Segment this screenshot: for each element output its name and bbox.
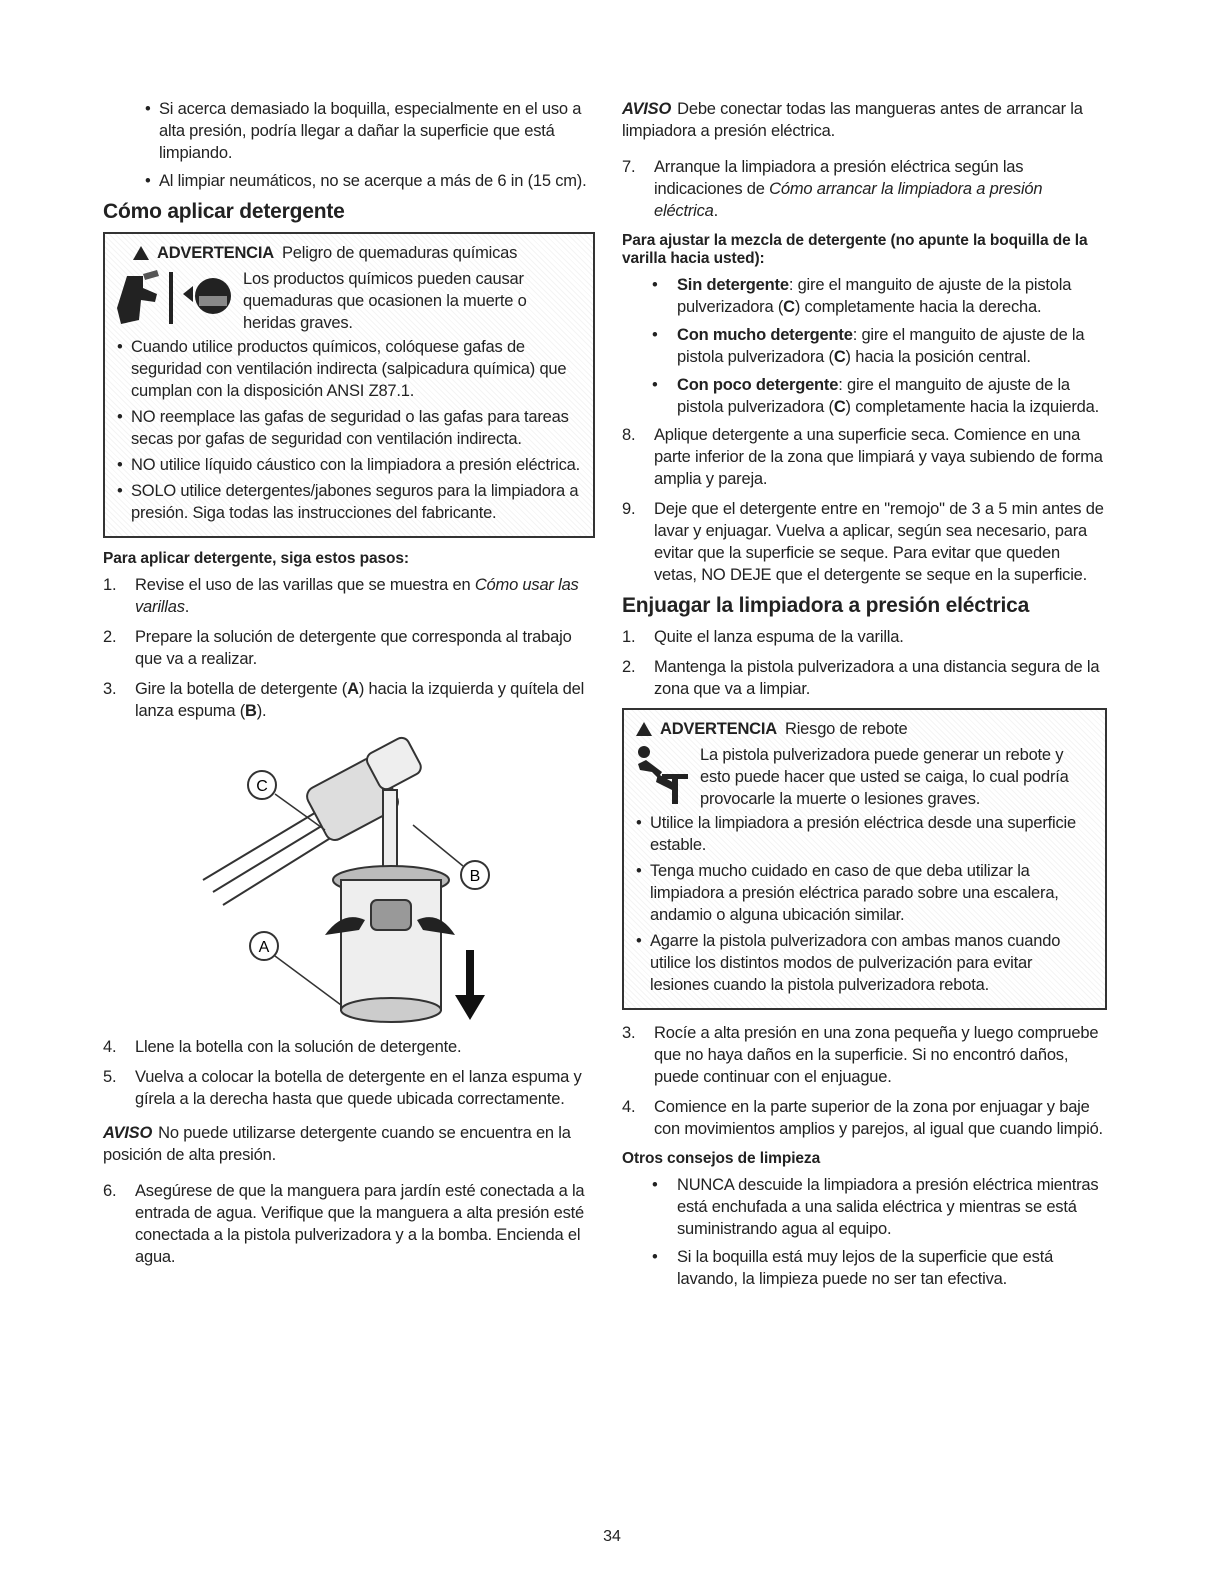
step-1: 1. Revise el uso de las varillas que se muestra en Cómo usar las varillas. xyxy=(103,576,579,616)
chemical-burn-hand-icon xyxy=(113,268,233,334)
mix-item: • Con mucho detergente: gire el manguito de ajuste de la pistola pulverizadora (C) hacia la posición central. xyxy=(652,326,1085,366)
warning-item: • NO utilice líquido cáustico con la limpiadora a presión eléctrica. xyxy=(117,456,581,474)
step-3: 3. Gire la botella de detergente (A) hacia la izquierda y quítela del lanza espuma (B). xyxy=(103,680,585,720)
step-9: 9. Deje que el detergente entre en "remojo" de 3 a 5 min antes de lavar y enjuagar. Vuelva a aplicar, según sea necesario, para evitar que la superficie se seque. Para evitar que queden vetas, NO DEJE que el detergente se seque en la superficie. xyxy=(622,500,1104,584)
left-column xyxy=(103,98,595,1276)
warning-item: • Agarre la pistola pulverizadora con ambas manos cuando utilice los distintos modos de pulverización para evitar lesiones cuando la pistola pulverizadora rebota. xyxy=(636,932,1061,994)
svg-text:B: B xyxy=(469,868,481,885)
warning-item: • Tenga mucho cuidado en caso de que deba utilizar la limpiadora a presión eléctrica parado sobre una escalera, andamio o alguna ubicación similar. xyxy=(636,862,1059,924)
warning-box-chemical: ADVERTENCIA Peligro de quemaduras químicas Los productos químicos pueden causar quemaduras que ocasionen la muerte o heridas graves. • Cuando utilice productos químicos, colóquese gafas de seguridad con ventilación indirecta (salpicadura química) que cumplan con la disposición ANSI Z87.1. • NO reemplace las gafas de seguridad o las gafas para tareas secas por gafas de seguridad con ventilación indirecta. • NO utilice líquido cáustico con la limpiadora a presión eléctrica. • SOLO utilice detergentes/jabones seguros para la limpiadora a presión. Siga todas las instrucciones del fabricante. xyxy=(103,232,595,538)
warning-item: • Cuando utilice productos químicos, colóquese gafas de seguridad con ventilación indirecta (salpicadura química) que cumplan con la disposición ANSI Z87.1. xyxy=(117,338,567,400)
page-number: 34 xyxy=(603,1528,621,1545)
right-column xyxy=(622,98,1107,1296)
subheading-steps: Para aplicar detergente, siga estos pasos: xyxy=(103,550,409,567)
mix-item: • Con poco detergente: gire el manguito de ajuste de la pistola pulverizadora (C) completamente hacia la izquierda. xyxy=(652,376,1100,416)
rinse-step-1: 1. Quite el lanza espuma de la varilla. xyxy=(622,628,904,646)
tip-item: • Si la boquilla está muy lejos de la superficie que está lavando, la limpieza puede no ser tan efectiva. xyxy=(652,1248,1054,1288)
tip-item: • NUNCA descuide la limpiadora a presión eléctrica mientras está enchufada a una salida eléctrica y mientras se está suministrando agua al equipo. xyxy=(652,1176,1099,1238)
subheading-tips: Otros consejos de limpieza xyxy=(622,1150,821,1167)
step-6: 6. Asegúrese de que la manguera para jardín esté conectada a la entrada de agua. Verifique que la manguera a alta presión esté conectada a la pistola pulverizadora y a la bomba. Encienda el agua. xyxy=(103,1182,585,1266)
svg-text:C: C xyxy=(256,778,268,795)
warning-item: • Utilice la limpiadora a presión eléctrica desde una superficie estable. xyxy=(636,814,1076,854)
foam-cannon-illustration xyxy=(103,730,595,1030)
warning-title: ADVERTENCIA Riesgo de rebote xyxy=(632,718,1093,740)
warning-item: • NO reemplace las gafas de seguridad o las gafas para tareas secas por gafas de seguridad con ventilación indirecta. xyxy=(117,408,569,448)
callout-a xyxy=(250,932,341,1005)
step-4: 4. Llene la botella con la solución de detergente. xyxy=(103,1038,462,1056)
step-5: 5. Vuelva a colocar la botella de detergente en el lanza espuma y gírela a la derecha hasta que quede ubicada correctamente. xyxy=(103,1068,582,1108)
step-2: 2. Prepare la solución de detergente que corresponda al trabajo que va a realizar. xyxy=(103,628,572,668)
notice-hoses: AVISO Debe conectar todas las mangueras antes de arrancar la limpiadora a presión eléctrica. xyxy=(622,100,1083,140)
step-8: 8. Aplique detergente a una superficie seca. Comience en una parte inferior de la zona que limpiará y vaya subiendo de forma amplia y pareja. xyxy=(622,426,1103,488)
notice-detergent: AVISO No puede utilizarse detergente cuando se encuentra en la posición de alta presión. xyxy=(103,1124,571,1164)
warning-triangle-icon xyxy=(133,246,149,260)
subheading-mix: Para ajustar la mezcla de detergente (no apunte la boquilla de la varilla hacia usted): xyxy=(622,232,1088,267)
warning-item: • SOLO utilice detergentes/jabones seguros para la limpiadora a presión. Siga todas las instrucciones del fabricante. xyxy=(117,482,579,522)
section-heading-rinse: Enjuagar la limpiadora a presión eléctrica xyxy=(622,594,1030,617)
warning-title: ADVERTENCIA Peligro de quemaduras químicas xyxy=(113,242,581,264)
list-item: • Si acerca demasiado la boquilla, especialmente en el uso a alta presión, podría llegar a dañar la superficie que está limpiando. xyxy=(145,100,582,162)
warning-triangle-icon xyxy=(636,722,652,736)
rinse-step-3: 3. Rocíe a alta presión en una zona pequeña y luego compruebe que no haya daños en la superficie. Si no encontró daños, puede continuar con el enjuague. xyxy=(622,1024,1099,1086)
step-7: 7. Arranque la limpiadora a presión eléctrica según las indicaciones de Cómo arrancar la limpiadora a presión eléctrica. xyxy=(622,158,1043,220)
svg-text:A: A xyxy=(258,939,270,956)
rinse-step-2: 2. Mantenga la pistola pulverizadora a una distancia segura de la zona que va a limpiar. xyxy=(622,658,1100,698)
section-heading-detergent: Cómo aplicar detergente xyxy=(103,200,345,223)
falling-person-icon xyxy=(632,744,690,806)
rinse-step-4: 4. Comience en la parte superior de la zona por enjuagar y baje con movimientos amplios y parejos, al igual que cuando limpió. xyxy=(622,1098,1103,1138)
warning-box-kickback: ADVERTENCIA Riesgo de rebote La pistola pulverizadora puede generar un rebote y esto puede hacer que usted se caiga, lo cual podría provocarle la muerte o lesiones graves. • Utilice la limpiadora a presión eléctrica desde una superficie estable. • Tenga mucho cuidado en caso de que deba utilizar la limpiadora a presión eléctrica parado sobre una escalera, andamio o alguna ubicación similar. • Agarre la pistola pulverizadora con ambas manos cuando utilice los distintos modos de pulverización para evitar lesiones cuando la pistola pulverizadora rebota. xyxy=(622,708,1107,1010)
list-item: • Al limpiar neumáticos, no se acerque a más de 6 in (15 cm). xyxy=(145,172,587,190)
mix-item: • Sin detergente: gire el manguito de ajuste de la pistola pulverizadora (C) completamente hacia la derecha. xyxy=(652,276,1072,316)
